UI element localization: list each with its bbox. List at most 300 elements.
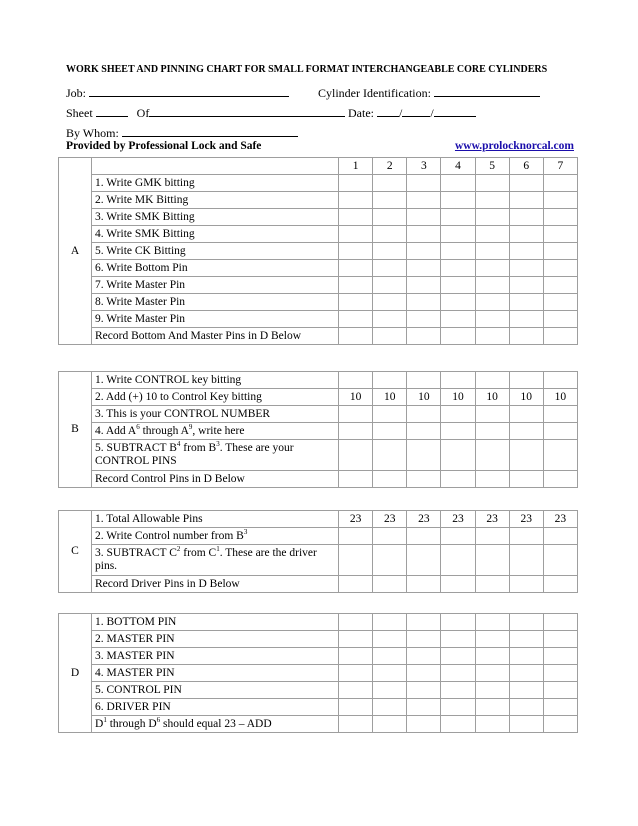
pin-cell[interactable] bbox=[339, 716, 373, 733]
section-c-table bbox=[58, 510, 578, 593]
pin-cell[interactable] bbox=[441, 576, 475, 593]
column-header: 3 bbox=[407, 158, 441, 175]
row-instruction: 6. DRIVER PIN bbox=[92, 699, 339, 716]
pin-cell[interactable] bbox=[475, 471, 509, 488]
pin-cell[interactable] bbox=[509, 406, 543, 423]
pin-cell[interactable] bbox=[441, 226, 475, 243]
section-label: A bbox=[59, 158, 92, 345]
pin-cell[interactable] bbox=[509, 576, 543, 593]
pin-cell[interactable] bbox=[407, 665, 441, 682]
pin-cell[interactable] bbox=[475, 277, 509, 294]
pin-cell[interactable] bbox=[407, 406, 441, 423]
row-instruction: 2. MASTER PIN bbox=[92, 631, 339, 648]
pin-cell[interactable] bbox=[339, 423, 373, 440]
pin-cell[interactable] bbox=[475, 682, 509, 699]
pin-cell[interactable] bbox=[543, 260, 577, 277]
row-instruction: 3. MASTER PIN bbox=[92, 648, 339, 665]
website-link[interactable]: www.prolocknorcal.com bbox=[454, 140, 574, 152]
pin-cell[interactable] bbox=[441, 545, 475, 576]
pin-cell[interactable] bbox=[509, 294, 543, 311]
pin-cell[interactable] bbox=[407, 328, 441, 345]
pin-cell[interactable] bbox=[373, 631, 407, 648]
pin-cell[interactable] bbox=[407, 260, 441, 277]
row-instruction: 5. Write CK Bitting bbox=[92, 243, 339, 260]
pin-cell[interactable] bbox=[441, 528, 475, 545]
pin-cell[interactable] bbox=[373, 682, 407, 699]
pin-cell[interactable] bbox=[543, 423, 577, 440]
pin-cell[interactable] bbox=[407, 372, 441, 389]
pin-cell[interactable]: 23 bbox=[441, 511, 475, 528]
pin-cell[interactable] bbox=[509, 716, 543, 733]
pin-cell[interactable] bbox=[509, 372, 543, 389]
section-b-table bbox=[58, 371, 578, 488]
pin-cell[interactable] bbox=[475, 631, 509, 648]
pin-cell[interactable] bbox=[509, 545, 543, 576]
pin-cell[interactable] bbox=[441, 372, 475, 389]
pin-cell[interactable] bbox=[441, 631, 475, 648]
pin-cell[interactable] bbox=[373, 665, 407, 682]
pin-cell[interactable] bbox=[339, 294, 373, 311]
pin-cell[interactable]: 23 bbox=[339, 511, 373, 528]
date-sep-1: / bbox=[399, 106, 403, 120]
pin-cell[interactable] bbox=[509, 277, 543, 294]
row-instruction: 1. Write GMK bitting bbox=[92, 175, 339, 192]
pin-cell[interactable]: 10 bbox=[475, 389, 509, 406]
pin-cell[interactable] bbox=[339, 226, 373, 243]
pin-cell[interactable] bbox=[475, 226, 509, 243]
row-instruction: 1. BOTTOM PIN bbox=[92, 614, 339, 631]
instruction-text: from B bbox=[180, 442, 217, 454]
pin-cell[interactable] bbox=[543, 372, 577, 389]
pin-cell[interactable] bbox=[441, 406, 475, 423]
date-month-blank[interactable] bbox=[377, 104, 399, 117]
pin-cell[interactable] bbox=[441, 260, 475, 277]
pin-cell[interactable] bbox=[543, 294, 577, 311]
table-row bbox=[59, 406, 578, 423]
by-whom-blank[interactable] bbox=[122, 124, 298, 137]
row-instruction bbox=[92, 716, 339, 733]
pin-cell[interactable] bbox=[441, 175, 475, 192]
pin-cell[interactable] bbox=[373, 423, 407, 440]
pin-cell[interactable] bbox=[373, 614, 407, 631]
pin-cell[interactable]: 23 bbox=[475, 511, 509, 528]
pin-cell[interactable] bbox=[339, 209, 373, 226]
table-row bbox=[59, 372, 578, 389]
pin-cell[interactable] bbox=[373, 226, 407, 243]
pin-cell[interactable] bbox=[339, 576, 373, 593]
pin-cell[interactable] bbox=[339, 440, 373, 471]
pin-cell[interactable] bbox=[475, 576, 509, 593]
pin-cell[interactable] bbox=[475, 699, 509, 716]
pin-cell[interactable] bbox=[441, 209, 475, 226]
pin-cell[interactable] bbox=[475, 209, 509, 226]
pin-cell[interactable] bbox=[543, 440, 577, 471]
table-row bbox=[59, 614, 578, 631]
pin-cell[interactable] bbox=[543, 406, 577, 423]
pin-cell[interactable] bbox=[407, 528, 441, 545]
pin-cell[interactable] bbox=[509, 614, 543, 631]
pin-cell[interactable] bbox=[441, 665, 475, 682]
pin-cell[interactable] bbox=[339, 260, 373, 277]
cylinder-blank[interactable] bbox=[434, 84, 540, 97]
pin-cell[interactable]: 23 bbox=[373, 511, 407, 528]
pin-cell[interactable] bbox=[509, 311, 543, 328]
pin-cell[interactable] bbox=[407, 648, 441, 665]
pin-cell[interactable] bbox=[543, 716, 577, 733]
by-whom-field bbox=[66, 124, 298, 141]
pin-cell[interactable] bbox=[475, 406, 509, 423]
page-title: WORK SHEET AND PINNING CHART FOR SMALL FORMAT INTERCHANGEABLE CORE CYLINDERS bbox=[66, 64, 548, 75]
row-instruction: 4. MASTER PIN bbox=[92, 665, 339, 682]
pin-cell[interactable] bbox=[339, 631, 373, 648]
pin-cell[interactable] bbox=[339, 682, 373, 699]
table-row bbox=[59, 545, 578, 576]
pin-cell[interactable] bbox=[407, 192, 441, 209]
pin-cell[interactable] bbox=[407, 209, 441, 226]
pin-cell[interactable] bbox=[543, 699, 577, 716]
pin-cell[interactable] bbox=[339, 545, 373, 576]
pin-cell[interactable] bbox=[407, 440, 441, 471]
sheet-blank[interactable] bbox=[96, 104, 128, 117]
pin-cell[interactable] bbox=[339, 665, 373, 682]
row-instruction bbox=[92, 528, 339, 545]
row-instruction bbox=[92, 440, 339, 471]
section-d-table bbox=[58, 613, 578, 733]
pin-cell[interactable] bbox=[441, 294, 475, 311]
pin-cell[interactable] bbox=[475, 192, 509, 209]
superscript: 3 bbox=[216, 440, 220, 449]
table-row bbox=[59, 648, 578, 665]
pin-cell[interactable] bbox=[373, 294, 407, 311]
table-row bbox=[59, 528, 578, 545]
table-row bbox=[59, 260, 578, 277]
row-instruction: 9. Write Master Pin bbox=[92, 311, 339, 328]
row-instruction: 6. Write Bottom Pin bbox=[92, 260, 339, 277]
pin-cell[interactable] bbox=[373, 209, 407, 226]
pin-cell[interactable] bbox=[407, 243, 441, 260]
pin-cell[interactable] bbox=[339, 528, 373, 545]
table-row bbox=[59, 440, 578, 471]
pin-cell[interactable] bbox=[373, 648, 407, 665]
pin-cell[interactable] bbox=[509, 699, 543, 716]
column-header: 1 bbox=[339, 158, 373, 175]
cylinder-field bbox=[318, 84, 540, 101]
pin-cell[interactable] bbox=[339, 192, 373, 209]
table-row bbox=[59, 699, 578, 716]
pin-cell[interactable] bbox=[441, 243, 475, 260]
pin-cell[interactable] bbox=[407, 226, 441, 243]
row-instruction: 3. Write SMK Bitting bbox=[92, 209, 339, 226]
by-whom-label: By Whom: bbox=[66, 126, 119, 140]
pin-cell[interactable] bbox=[509, 260, 543, 277]
pin-cell[interactable] bbox=[509, 423, 543, 440]
pin-cell[interactable] bbox=[441, 648, 475, 665]
pin-cell[interactable] bbox=[407, 423, 441, 440]
pin-cell[interactable] bbox=[475, 294, 509, 311]
pin-cell[interactable] bbox=[373, 406, 407, 423]
date-label: Date: bbox=[348, 106, 374, 120]
pin-cell[interactable] bbox=[407, 716, 441, 733]
pin-cell[interactable] bbox=[373, 545, 407, 576]
pin-cell[interactable] bbox=[475, 528, 509, 545]
section-label: C bbox=[59, 511, 92, 593]
pin-cell[interactable] bbox=[407, 471, 441, 488]
pin-cell[interactable] bbox=[441, 716, 475, 733]
sheet-field bbox=[66, 104, 345, 121]
section-label: B bbox=[59, 372, 92, 488]
pin-cell[interactable] bbox=[543, 665, 577, 682]
pin-cell[interactable]: 10 bbox=[407, 389, 441, 406]
pin-cell[interactable] bbox=[441, 614, 475, 631]
table-row bbox=[59, 389, 578, 406]
job-field bbox=[66, 84, 289, 101]
instruction-text: should equal 23 – ADD bbox=[160, 717, 272, 730]
instruction-text: . These are the driver pins. bbox=[95, 547, 317, 572]
pin-cell[interactable] bbox=[509, 528, 543, 545]
column-header: 7 bbox=[543, 158, 577, 175]
pin-cell[interactable] bbox=[441, 471, 475, 488]
table-row bbox=[59, 328, 578, 345]
instruction-text: D bbox=[95, 717, 104, 730]
pin-cell[interactable] bbox=[373, 576, 407, 593]
pin-cell[interactable]: 10 bbox=[509, 389, 543, 406]
pin-cell[interactable] bbox=[441, 682, 475, 699]
pin-cell[interactable] bbox=[475, 243, 509, 260]
row-instruction: 2. Add (+) 10 to Control Key bitting bbox=[92, 389, 339, 406]
pin-cell[interactable] bbox=[475, 614, 509, 631]
pin-cell[interactable]: 23 bbox=[407, 511, 441, 528]
pin-cell[interactable] bbox=[475, 175, 509, 192]
pin-cell[interactable] bbox=[475, 440, 509, 471]
pin-cell[interactable] bbox=[509, 665, 543, 682]
pin-cell[interactable] bbox=[373, 716, 407, 733]
job-blank[interactable] bbox=[89, 84, 289, 97]
pin-cell[interactable] bbox=[543, 545, 577, 576]
row-instruction: 5. CONTROL PIN bbox=[92, 682, 339, 699]
table-row bbox=[59, 665, 578, 682]
pin-cell[interactable] bbox=[373, 243, 407, 260]
pin-cell[interactable] bbox=[407, 631, 441, 648]
pin-cell[interactable] bbox=[407, 545, 441, 576]
table-row bbox=[59, 682, 578, 699]
pin-cell[interactable] bbox=[509, 209, 543, 226]
table-row bbox=[59, 511, 578, 528]
pin-cell[interactable] bbox=[475, 328, 509, 345]
pin-cell[interactable] bbox=[407, 294, 441, 311]
pin-cell[interactable] bbox=[441, 277, 475, 294]
pin-cell[interactable] bbox=[543, 311, 577, 328]
pin-cell[interactable] bbox=[543, 631, 577, 648]
table-row bbox=[59, 294, 578, 311]
column-header: 6 bbox=[509, 158, 543, 175]
instruction-text: 2. Write Control number from B bbox=[95, 529, 244, 542]
instruction-text: through A bbox=[139, 424, 189, 437]
row-instruction bbox=[92, 423, 339, 440]
row-instruction: 1. Total Allowable Pins bbox=[92, 511, 339, 528]
superscript: 2 bbox=[176, 545, 181, 554]
pin-cell[interactable] bbox=[509, 631, 543, 648]
table-row bbox=[59, 243, 578, 260]
sheet-label: Sheet bbox=[66, 106, 93, 120]
date-day-blank[interactable] bbox=[402, 104, 430, 117]
instruction-text: . These are your CONTROL PINS bbox=[95, 442, 294, 467]
instruction-text: , write here bbox=[192, 424, 245, 437]
table-row bbox=[59, 631, 578, 648]
pin-cell[interactable] bbox=[543, 277, 577, 294]
pin-cell[interactable] bbox=[339, 243, 373, 260]
pin-cell[interactable] bbox=[373, 175, 407, 192]
row-instruction: Record Control Pins in D Below bbox=[92, 471, 339, 488]
pin-cell[interactable]: 23 bbox=[543, 511, 577, 528]
section-a-table bbox=[58, 157, 578, 345]
pin-cell[interactable] bbox=[441, 311, 475, 328]
superscript: 1 bbox=[216, 545, 220, 554]
pin-cell[interactable] bbox=[373, 277, 407, 294]
pin-cell[interactable] bbox=[339, 471, 373, 488]
pin-cell[interactable] bbox=[407, 576, 441, 593]
pin-cell[interactable] bbox=[509, 440, 543, 471]
pin-cell[interactable] bbox=[543, 648, 577, 665]
pin-cell[interactable] bbox=[441, 192, 475, 209]
date-field bbox=[348, 104, 476, 121]
instruction-text: through D bbox=[106, 717, 157, 730]
pin-cell[interactable] bbox=[373, 328, 407, 345]
pin-cell[interactable] bbox=[543, 471, 577, 488]
pin-cell[interactable] bbox=[509, 328, 543, 345]
pin-cell[interactable]: 23 bbox=[509, 511, 543, 528]
superscript: 9 bbox=[188, 422, 193, 431]
table-row bbox=[59, 716, 578, 733]
pin-cell[interactable] bbox=[543, 226, 577, 243]
date-sep-2: / bbox=[430, 106, 434, 120]
superscript: 4 bbox=[176, 440, 181, 449]
pin-cell[interactable] bbox=[441, 440, 475, 471]
pin-cell[interactable] bbox=[373, 471, 407, 488]
pin-cell[interactable] bbox=[339, 699, 373, 716]
pin-cell[interactable] bbox=[441, 328, 475, 345]
pin-cell[interactable] bbox=[339, 648, 373, 665]
table-row bbox=[59, 471, 578, 488]
pin-cell[interactable] bbox=[475, 311, 509, 328]
of-blank[interactable] bbox=[149, 104, 345, 117]
pin-cell[interactable] bbox=[509, 682, 543, 699]
pin-cell[interactable] bbox=[543, 192, 577, 209]
pin-cell[interactable] bbox=[475, 372, 509, 389]
pin-cell[interactable] bbox=[339, 277, 373, 294]
table-row bbox=[59, 576, 578, 593]
pin-cell[interactable] bbox=[373, 260, 407, 277]
pin-cell[interactable] bbox=[543, 528, 577, 545]
pin-cell[interactable] bbox=[509, 243, 543, 260]
pin-cell[interactable] bbox=[543, 576, 577, 593]
pin-cell[interactable] bbox=[407, 614, 441, 631]
column-header: 5 bbox=[475, 158, 509, 175]
pin-cell[interactable] bbox=[339, 328, 373, 345]
pin-cell[interactable] bbox=[407, 311, 441, 328]
pin-cell[interactable] bbox=[475, 423, 509, 440]
superscript: 3 bbox=[243, 527, 248, 536]
pin-cell[interactable]: 10 bbox=[441, 389, 475, 406]
provided-by: Provided by Professional Lock and Safe bbox=[66, 140, 262, 152]
pin-cell[interactable] bbox=[475, 665, 509, 682]
row-instruction: 7. Write Master Pin bbox=[92, 277, 339, 294]
pin-cell[interactable] bbox=[543, 682, 577, 699]
pin-cell[interactable] bbox=[339, 406, 373, 423]
pin-cell[interactable]: 10 bbox=[543, 389, 577, 406]
pin-cell[interactable]: 10 bbox=[373, 389, 407, 406]
instruction-text: from C bbox=[180, 547, 217, 559]
table-row bbox=[59, 311, 578, 328]
pin-cell[interactable] bbox=[373, 440, 407, 471]
pin-cell[interactable] bbox=[543, 614, 577, 631]
pin-cell[interactable] bbox=[339, 372, 373, 389]
table-row bbox=[59, 209, 578, 226]
pin-cell[interactable] bbox=[543, 209, 577, 226]
pin-cell[interactable] bbox=[407, 682, 441, 699]
pin-cell[interactable] bbox=[475, 545, 509, 576]
of-label: Of bbox=[136, 106, 150, 120]
table-row bbox=[59, 423, 578, 440]
table-row bbox=[59, 192, 578, 209]
table-row bbox=[59, 277, 578, 294]
pin-cell[interactable]: 10 bbox=[339, 389, 373, 406]
superscript: 1 bbox=[103, 715, 107, 724]
pin-cell[interactable] bbox=[543, 328, 577, 345]
superscript: 6 bbox=[156, 715, 161, 724]
pin-cell[interactable] bbox=[441, 423, 475, 440]
row-instruction: 2. Write MK Bitting bbox=[92, 192, 339, 209]
pin-cell[interactable] bbox=[475, 260, 509, 277]
pin-cell[interactable] bbox=[407, 175, 441, 192]
pin-cell[interactable] bbox=[509, 192, 543, 209]
pin-cell[interactable] bbox=[407, 277, 441, 294]
instruction-text: 4. Add A bbox=[95, 424, 137, 437]
pin-cell[interactable] bbox=[509, 471, 543, 488]
row-instruction: 8. Write Master Pin bbox=[92, 294, 339, 311]
pin-cell[interactable] bbox=[373, 311, 407, 328]
row-instruction: Record Bottom And Master Pins in D Below bbox=[92, 328, 339, 345]
instruction-text: 5. SUBTRACT B bbox=[95, 442, 177, 454]
date-year-blank[interactable] bbox=[434, 104, 476, 117]
header-row bbox=[59, 158, 578, 175]
instruction-text: 3. SUBTRACT C bbox=[95, 547, 177, 559]
pin-cell[interactable] bbox=[339, 175, 373, 192]
pin-cell[interactable] bbox=[543, 175, 577, 192]
row-instruction bbox=[92, 545, 339, 576]
pin-cell[interactable] bbox=[373, 192, 407, 209]
pin-cell[interactable] bbox=[373, 699, 407, 716]
pin-cell[interactable] bbox=[475, 648, 509, 665]
pin-cell[interactable] bbox=[441, 699, 475, 716]
section-label: D bbox=[59, 614, 92, 733]
pin-cell[interactable] bbox=[509, 648, 543, 665]
table-row bbox=[59, 226, 578, 243]
pin-cell[interactable] bbox=[509, 226, 543, 243]
pin-cell[interactable] bbox=[543, 243, 577, 260]
row-instruction: 4. Write SMK Bitting bbox=[92, 226, 339, 243]
pin-cell[interactable] bbox=[509, 175, 543, 192]
row-instruction: Record Driver Pins in D Below bbox=[92, 576, 339, 593]
pin-cell[interactable] bbox=[407, 699, 441, 716]
header-blank-cell bbox=[92, 158, 339, 175]
pin-cell[interactable] bbox=[339, 614, 373, 631]
pin-cell[interactable] bbox=[475, 716, 509, 733]
pin-cell[interactable] bbox=[373, 528, 407, 545]
pin-cell[interactable] bbox=[373, 372, 407, 389]
table-row bbox=[59, 175, 578, 192]
pin-cell[interactable] bbox=[339, 311, 373, 328]
cylinder-label: Cylinder Identification: bbox=[318, 86, 431, 100]
